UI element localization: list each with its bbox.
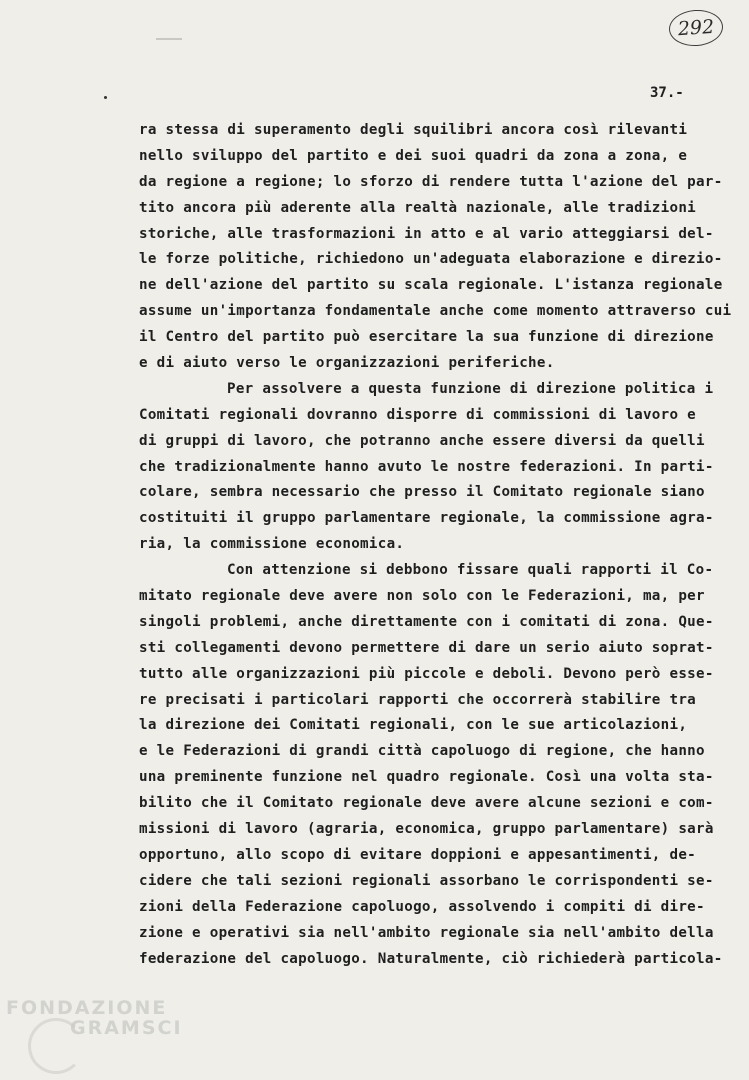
text-line: Comitati regionali dovranno disporre di commissioni di lavoro e — [139, 406, 697, 423]
text-line: costituiti il gruppo parlamentare regionale, la commissione agra- — [139, 510, 714, 527]
text-line: colare, sembra necessario che presso il Comitato regionale siano — [139, 484, 705, 501]
text-line: cidere che tali sezioni regionali assorbano le corrispondenti se- — [139, 872, 714, 889]
text-line: Con attenzione si debbono fissare quali rapporti il Co- — [227, 562, 714, 579]
watermark-line-1: FONDAZIONE — [6, 997, 168, 1019]
text-line: Per assolvere a questa funzione di direzione politica i — [227, 380, 714, 397]
text-line: assume un'importanza fondamentale anche come momento attraverso cui — [139, 303, 732, 320]
text-line: e di aiuto verso le organizzazioni periferiche. — [139, 355, 555, 372]
text-line: bilito che il Comitato regionale deve avere alcune sezioni e com- — [139, 795, 714, 812]
text-line: storiche, alle trasformazioni in atto e al vario atteggiarsi del- — [139, 225, 714, 242]
text-line: la direzione dei Comitati regionali, con le sue articolazioni, — [139, 717, 688, 734]
text-line: zione e operativi sia nell'ambito regionale sia nell'ambito della — [139, 924, 714, 941]
text-line: sti collegamenti devono permettere di dare un serio aiuto soprat- — [139, 639, 714, 656]
text-line: ne dell'azione del partito su scala regionale. L'istanza regionale — [139, 277, 723, 294]
text-line: che tradizionalmente hanno avuto le nostre federazioni. In parti- — [139, 458, 714, 475]
ink-dot — [104, 96, 107, 99]
text-line: singoli problemi, anche direttamente con i comitati di zona. Que- — [139, 613, 714, 630]
text-line: zioni della Federazione capoluogo, assolvendo i compiti di dire- — [139, 898, 705, 915]
text-line: il Centro del partito può esercitare la sua funzione di direzione — [139, 329, 714, 346]
text-line: opportuno, allo scopo di evitare doppioni e appesantimenti, de- — [139, 846, 697, 863]
page-number: 37.- — [650, 85, 684, 101]
text-line: ria, la commissione economica. — [139, 536, 405, 553]
archive-page-stamp: 292 — [668, 8, 724, 48]
text-line: di gruppi di lavoro, che potranno anche essere diversi da quelli — [139, 432, 705, 449]
text-line: e le Federazioni di grandi città capoluogo di regione, che hanno — [139, 743, 705, 760]
text-line: mitato regionale deve avere non solo con le Federazioni, ma, per — [139, 588, 705, 605]
text-line: da regione a regione; lo sforzo di rendere tutta l'azione del par- — [139, 173, 723, 190]
watermark — [6, 998, 183, 1038]
text-line: ra stessa di superamento degli squilibri ancora così rilevanti — [139, 122, 688, 138]
text-line: re precisati i particolari rapporti che occorrerà stabilire tra — [139, 691, 697, 708]
text-line: le forze politiche, richiedono un'adeguata elaborazione e direzio- — [139, 251, 723, 268]
text-line: tutto alle organizzazioni più piccole e deboli. Devono però esse- — [139, 665, 714, 682]
text-line: una preminente funzione nel quadro regionale. Così una volta sta- — [139, 769, 714, 786]
text-line: federazione del capoluogo. Naturalmente, ciò richiederà particola- — [139, 950, 723, 967]
text-line: missioni di lavoro (agraria, economica, gruppo parlamentare) sarà — [139, 821, 714, 838]
text-line: nello sviluppo del partito e dei suoi quadri da zona a zona, e — [139, 147, 688, 164]
watermark-line-2: GRAMSCI — [70, 1017, 183, 1039]
typewritten-body — [139, 118, 732, 972]
text-line: tito ancora più aderente alla realtà nazionale, alle tradizioni — [139, 199, 697, 216]
paper-smudge — [156, 38, 182, 40]
